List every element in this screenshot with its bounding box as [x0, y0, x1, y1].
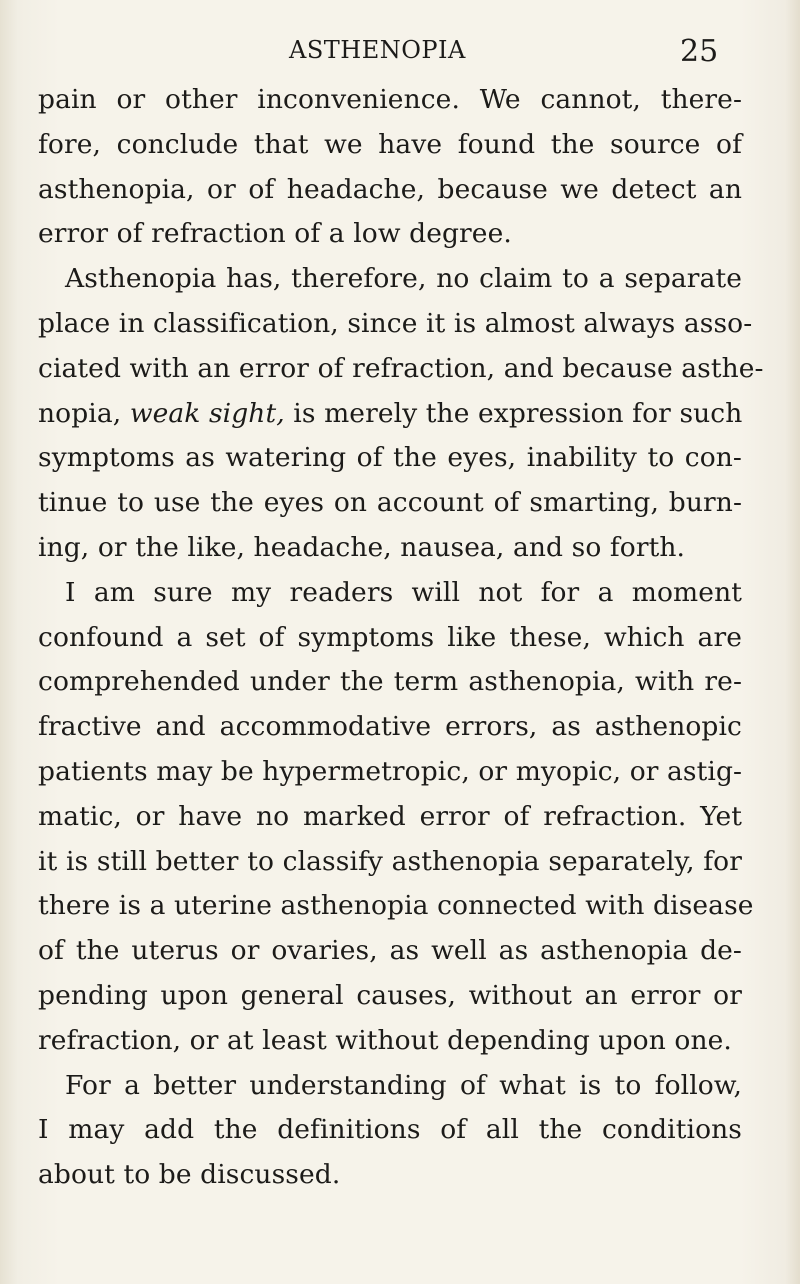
text-line: there is a uterine asthenopia connected with disease [38, 890, 754, 922]
text-line: symptoms as watering of the eyes, inability to con- [38, 442, 742, 474]
text-line: I am sure my readers will not for a moment [65, 576, 742, 608]
text-line: it is still better to classify asthenopia separately, for [38, 845, 742, 877]
text-run: is merely the expression for such [284, 397, 743, 429]
text-line: ing, or the like, headache, nausea, and so forth. [38, 531, 686, 563]
text-line: tinue to use the eyes on account of smarting, burn- [38, 487, 742, 519]
page-number: 25 [680, 34, 719, 69]
text-line: comprehended under the term asthenopia, with re- [38, 666, 742, 698]
text-line: error of refraction of a low degree. [38, 218, 512, 250]
text-line: confound a set of symptoms like these, which are [38, 621, 742, 653]
text-line: of the uterus or ovaries, as well as asthenopia de- [38, 935, 742, 967]
italic-phrase: weak sight, [129, 397, 285, 429]
text-line: patients may be hypermetropic, or myopic, or astig- [38, 755, 743, 787]
text-line: Asthenopia has, therefore, no claim to a separate [65, 263, 742, 295]
paragraph [38, 257, 764, 571]
text-line: asthenopia, or of headache, because we detect an [38, 173, 742, 205]
paragraph [38, 78, 742, 257]
text-line: fractive and accommodative errors, as asthenopic [38, 711, 742, 743]
running-head [0, 34, 800, 74]
text-line: matic, or have no marked error of refraction. Yet [38, 800, 742, 832]
text-line: about to be discussed. [38, 1159, 341, 1191]
text-line: For a better understanding of what is to follow, [65, 1069, 742, 1101]
text-line: pain or other inconvenience. We cannot, there- [38, 84, 742, 115]
text-line: pending upon general causes, without an error or [38, 979, 742, 1011]
paragraph [38, 571, 754, 1064]
text-line: fore, conclude that we have found the source of [38, 128, 742, 160]
text-line [38, 392, 742, 437]
text-run: nopia, [38, 397, 130, 429]
body-text [38, 78, 764, 1198]
paragraph [38, 1064, 742, 1198]
text-line: place in classification, since it is almost always asso- [38, 307, 753, 339]
text-line: ciated with an error of refraction, and because asthe- [38, 352, 764, 384]
running-title: ASTHENOPIA [289, 36, 466, 64]
text-line: I may add the definitions of all the conditions [38, 1114, 742, 1146]
text-line: refraction, or at least without depending upon one. [38, 1024, 732, 1056]
